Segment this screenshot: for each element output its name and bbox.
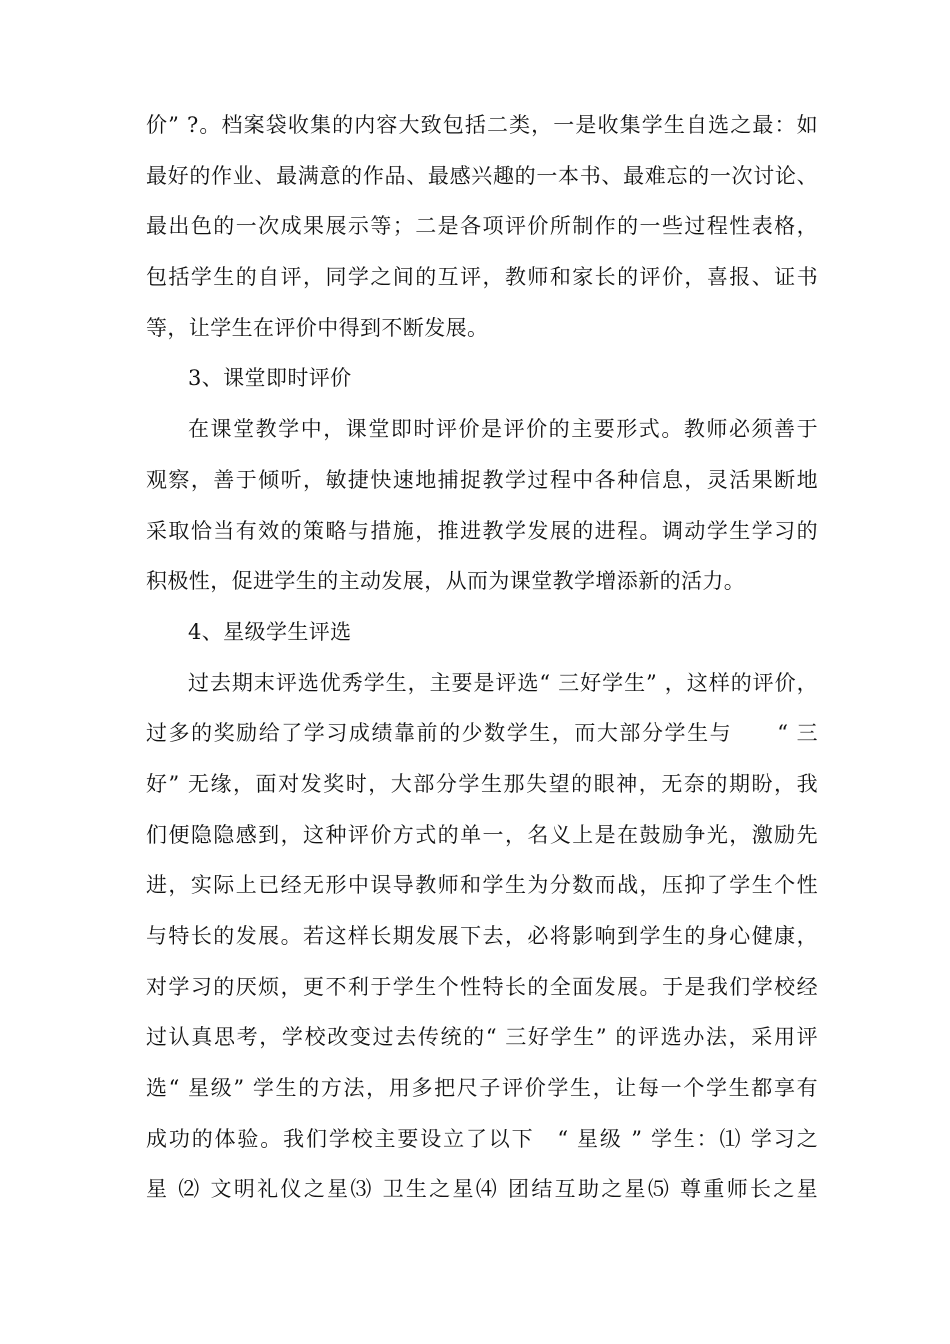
paragraph-line: 过多的奖励给了学习成绩靠前的少数学生，而大部分学生与 “ 三 — [146, 721, 818, 746]
paragraph-line: 价” ?。档案袋收集的内容大致包括二类，一是收集学生自选之最：如 — [146, 113, 818, 137]
paragraph-line: 好” 无缘，面对发奖时，大部分学生那失望的眼神，无奈的期盼，我 — [146, 771, 818, 796]
paragraph-line: 过去期末评选优秀学生，主要是评选“ 三好学生” ，这样的评价， — [188, 670, 818, 695]
paragraph-line: 最好的作业、最满意的作品、最感兴趣的一本书、最难忘的一次讨论、 — [146, 163, 818, 188]
paragraph-line: 积极性，促进学生的主动发展，从而为课堂教学增添新的活力。 — [146, 569, 746, 594]
paragraph-line: 等，让学生在评价中得到不断发展。 — [146, 315, 489, 340]
paragraph-line: 过认真思考，学校改变过去传统的“ 三好学生” 的评选办法，采用评 — [146, 1025, 818, 1050]
paragraph-line: 在课堂教学中，课堂即时评价是评价的主要形式。教师必须善于 — [188, 417, 818, 442]
paragraph-line: 对学习的厌烦，更不利于学生个性特长的全面发展。于是我们学校经 — [146, 974, 818, 999]
paragraph-line: 最出色的一次成果展示等；二是各项评价所制作的一些过程性表格， — [146, 214, 818, 239]
paragraph-line: 选“ 星级” 学生的方法，用多把尺子评价学生，让每一个学生都享有 — [146, 1076, 818, 1101]
paragraph-line: 们便隐隐感到，这种评价方式的单一，名义上是在鼓励争光，激励先 — [146, 822, 818, 847]
paragraph-line: 观察，善于倾听，敏捷快速地捕捉教学过程中各种信息，灵活果断地 — [146, 467, 818, 492]
paragraph-line: 成功的体验。我们学校主要设立了以下 “ 星级 ” 学生：⑴ 学习之 — [146, 1126, 818, 1151]
paragraph-line: 与特长的发展。若这样长期发展下去，必将影响到学生的身心健康， — [146, 924, 818, 948]
section-heading: 4、星级学生评选 — [188, 619, 352, 644]
section-heading: 3、课堂即时评价 — [188, 366, 352, 391]
body-text — [146, 100, 818, 1215]
paragraph-line: 采取恰当有效的策略与措施，推进教学发展的进程。调动学生学习的 — [146, 518, 818, 543]
paragraph-line: 进，实际上已经无形中误导教师和学生为分数而战，压抑了学生个性 — [146, 873, 818, 898]
paragraph-line: 包括学生的自评，同学之间的互评，教师和家长的评价，喜报、证书 — [146, 265, 818, 290]
paragraph-line: 星 ⑵ 文明礼仪之星⑶ 卫生之星⑷ 团结互助之星⑸ 尊重师长之星 — [146, 1177, 818, 1202]
